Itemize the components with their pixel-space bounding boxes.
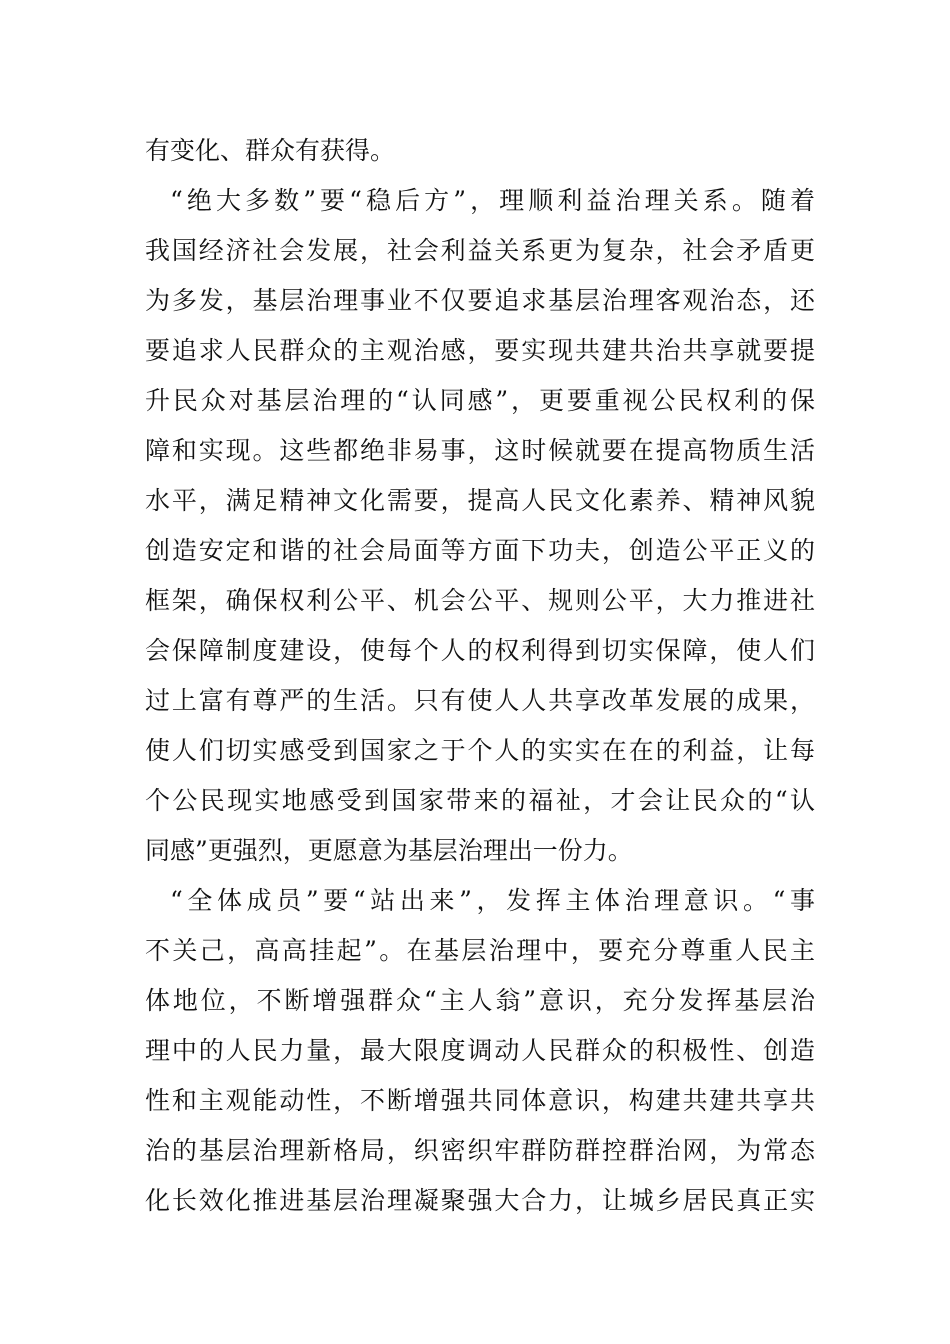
text-line: 创造安定和谐的社会局面等方面下功夫，创造公平正义的	[145, 536, 815, 565]
text-line: 升民众对基层治理的“认同感”，更要重视公民权利的保	[145, 386, 815, 415]
text-line: 治的基层治理新格局，织密织牢群防群控群治网，为常态	[145, 1136, 815, 1165]
text-line: 框架，确保权利公平、机会公平、规则公平，大力推进社	[145, 586, 815, 615]
text-line: 水平，满足精神文化需要，提高人民文化素养、精神风貌	[145, 486, 815, 515]
text-line: 我国经济社会发展，社会利益关系更为复杂，社会矛盾更	[145, 236, 815, 265]
text-line: 体地位，不断增强群众“主人翁”意识，充分发挥基层治	[145, 986, 815, 1015]
text-line: 性和主观能动性，不断增强共同体意识，构建共建共享共	[145, 1086, 815, 1115]
text-line: 同感”更强烈，更愿意为基层治理出一份力。	[145, 836, 633, 865]
text-line: 有变化、群众有获得。	[145, 136, 396, 165]
text-line: 为多发，基层治理事业不仅要追求基层治理客观治态，还	[145, 286, 815, 315]
text-line: 会保障制度建设，使每个人的权利得到切实保障，使人们	[145, 636, 815, 665]
text-line: 使人们切实感受到国家之于个人的实实在在的利益，让每	[145, 736, 815, 765]
text-line: 不关己，高高挂起”。在基层治理中，要充分尊重人民主	[145, 936, 815, 965]
text-line: 化长效化推进基层治理凝聚强大合力，让城乡居民真正实	[145, 1186, 815, 1215]
text-line: 过上富有尊严的生活。只有使人人共享改革发展的成果，	[145, 686, 815, 715]
text-line: 障和实现。这些都绝非易事，这时候就要在提高物质生活	[145, 436, 815, 465]
document-body	[145, 126, 815, 1226]
text-line: 要追求人民群众的主观治感，要实现共建共治共享就要提	[145, 336, 815, 365]
paragraph-first-line: “绝大多数”要“稳后方”，理顺利益治理关系。随着	[170, 186, 815, 215]
paragraph-first-line: “全体成员”要“站出来”，发挥主体治理意识。“事	[170, 886, 815, 915]
text-line: 理中的人民力量，最大限度调动人民群众的积极性、创造	[145, 1036, 815, 1065]
text-line: 个公民现实地感受到国家带来的福祉，才会让民众的“认	[145, 786, 815, 815]
